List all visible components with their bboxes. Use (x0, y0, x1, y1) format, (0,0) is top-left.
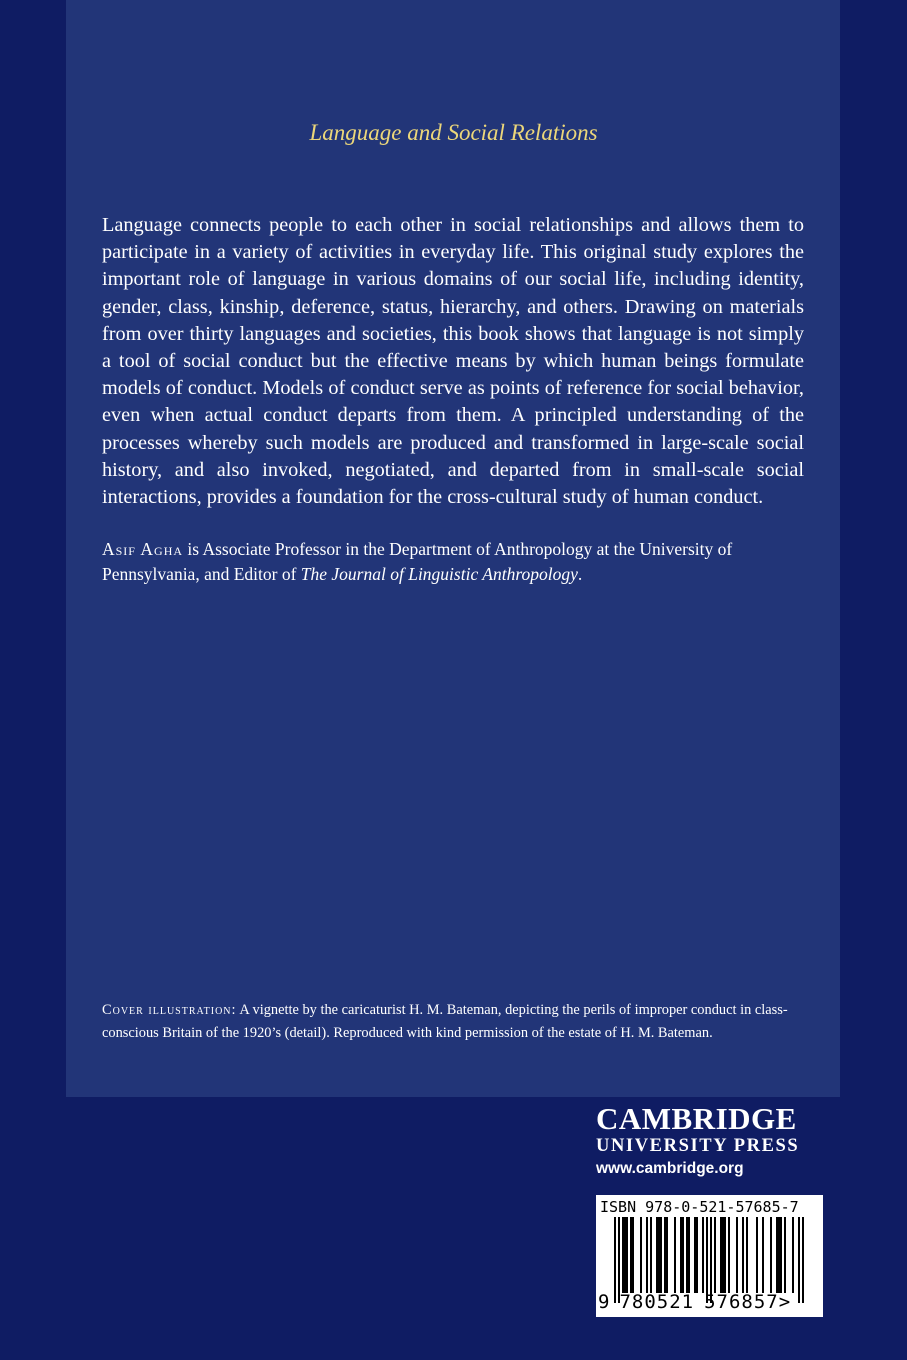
barcode-bar (646, 1217, 648, 1293)
barcode-bar (694, 1217, 696, 1293)
publisher-logo (596, 1102, 828, 1180)
barcode-bar (686, 1217, 688, 1293)
barcode-bar (630, 1217, 632, 1293)
ean-right-digits: 576857 (704, 1291, 779, 1313)
barcode-bar (784, 1217, 786, 1293)
ean-left-digits: 780521 (619, 1291, 695, 1313)
barcode-bar (660, 1217, 662, 1293)
ean-end-mark: > (778, 1291, 791, 1313)
cover-illustration-label: Cover illustration: (102, 1002, 237, 1018)
barcode-bar (624, 1217, 626, 1293)
barcode-bar (746, 1217, 748, 1293)
author-bio (102, 537, 804, 587)
barcode-bar (778, 1217, 780, 1293)
barcode-bar (688, 1217, 690, 1293)
ean-lead-digit: 9 (598, 1291, 610, 1313)
barcode-bar (656, 1217, 658, 1293)
barcode-bar (664, 1217, 666, 1293)
barcode-bar (658, 1217, 660, 1293)
barcode-bar (720, 1217, 722, 1293)
cover-illustration-credit (102, 999, 804, 1045)
publisher-name: CAMBRIDGE (596, 1101, 797, 1136)
cover-illustration-text: A vignette by the caricaturist H. M. Bateman, depicting the perils of improper conduct in class-conscious Britain of the 1920’s (detail). Reproduced with kind permission of the estate of H. M. Bateman. (102, 1002, 788, 1041)
barcode-bar (650, 1217, 652, 1293)
barcode-bar (714, 1217, 716, 1293)
author-name: Asif Agha (102, 539, 184, 559)
barcode-bar (674, 1217, 676, 1293)
barcode-bar (622, 1217, 624, 1293)
barcode-bar (632, 1217, 634, 1293)
barcode-bar (722, 1217, 724, 1293)
book-title: Language and Social Relations (309, 120, 598, 145)
author-bio-suffix: . (577, 564, 583, 584)
barcode-bar (756, 1217, 758, 1293)
barcode-bar (792, 1217, 794, 1293)
barcode-bar (770, 1217, 772, 1293)
barcode-bar (666, 1217, 668, 1293)
ean-digits (598, 1291, 822, 1313)
barcode-bar (680, 1217, 682, 1293)
author-bio-prefix: is Associate Professor in the Department of Anthropology at the University of Pennsylvania, and Editor of (102, 539, 733, 584)
barcode-bar (640, 1217, 642, 1293)
barcode-bar (780, 1217, 782, 1293)
barcode-bar (736, 1217, 738, 1293)
barcode-bar (762, 1217, 764, 1293)
barcode-bar (724, 1217, 726, 1293)
barcode-bar (702, 1217, 704, 1293)
journal-name: The Journal of Linguistic Anthropology (300, 564, 578, 584)
barcode-bar (682, 1217, 684, 1293)
barcode-bar (626, 1217, 628, 1293)
barcode-bar (696, 1217, 698, 1293)
publisher-subtitle: UNIVERSITY PRESS (596, 1136, 800, 1156)
barcode-bar (776, 1217, 778, 1293)
barcode-bar (728, 1217, 730, 1293)
barcode (596, 1195, 823, 1317)
barcode-bar (742, 1217, 744, 1293)
isbn-label: ISBN 978-0-521-57685-7 (600, 1198, 799, 1216)
book-description: Language connects people to each other in social relationships and allows them to participate in a variety of activities in everyday life. This original study explores the important role of language in various domains of our social life, including identity, gender, class, kinship, deference, status, hierarchy, and others. Drawing on materials from over thirty languages and societies, this book shows that language is not simply a tool of social conduct but the effective means by which human beings formulate models of conduct. Models of conduct serve as points of reference for social behavior, even when actual conduct departs from them. A principled understanding of the processes whereby such models are produced and transformed in large-scale social history, and also invoked, negotiated, and departed from in small-scale social interactions, provides a foundation for the cross-cultural study of human conduct. (102, 214, 804, 509)
publisher-url: www.cambridge.org (596, 1160, 744, 1177)
